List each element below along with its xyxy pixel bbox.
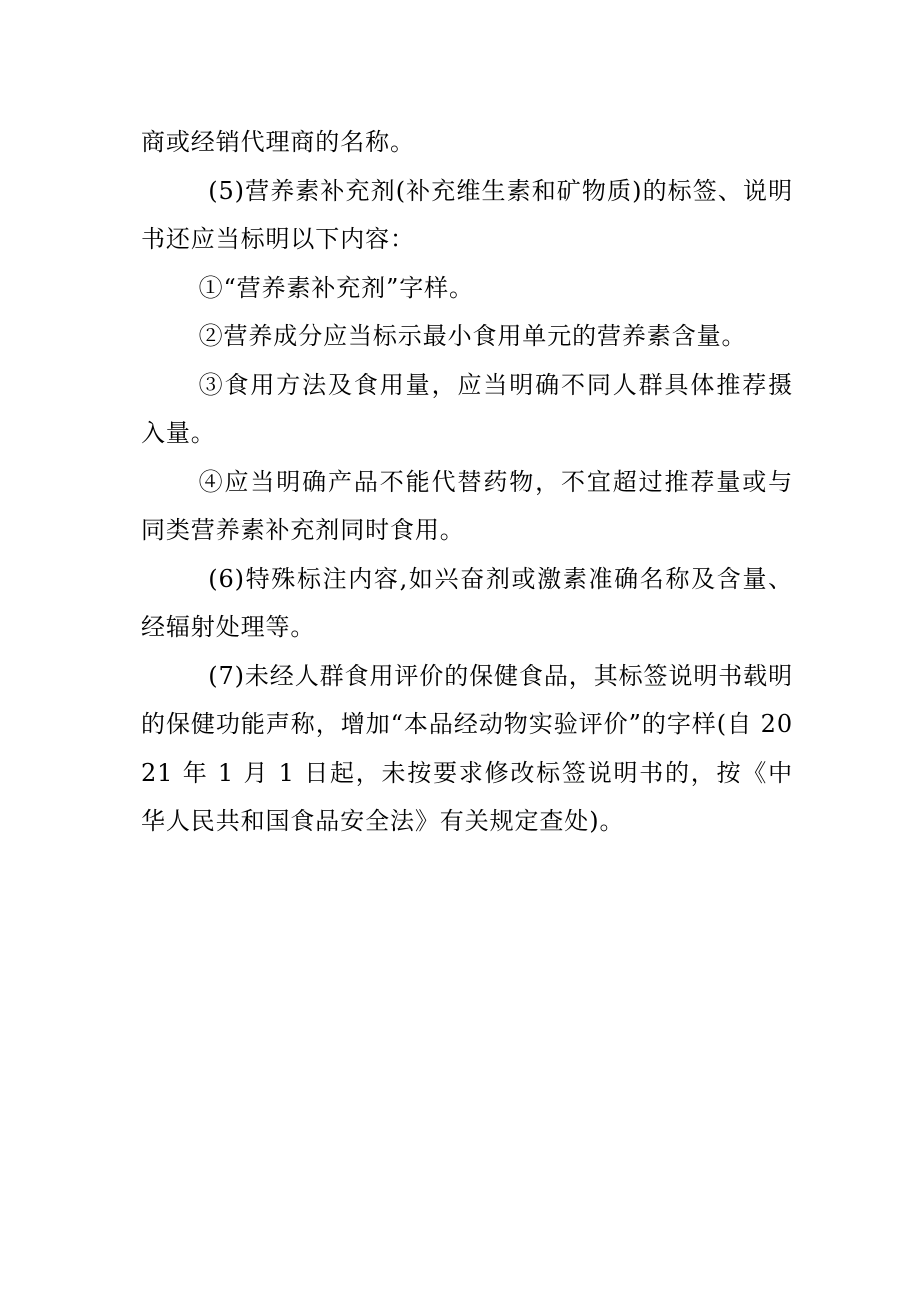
paragraph-subitem-1: ①“营养素补充剂”字样。: [198, 273, 474, 302]
paragraph-item-7: (7)未经人群食用评价的保健食品，其标签说明书载明的保健功能声称，增加“本品经动物实验评价”的字样(自 2021 年 1 月 1 日起，未按要求修改标签说明书的，按《中华人民共和国食品安全法》有关规定查处)。: [141, 661, 793, 835]
paragraph-item-5: (5)营养素补充剂(补充维生素和矿物质)的标签、说明书还应当标明以下内容：: [141, 176, 793, 253]
document-body: [141, 118, 793, 846]
paragraph-subitem-4: ④应当明确产品不能代替药物，不宜超过推荐量或与同类营养素补充剂同时食用。: [141, 467, 793, 544]
paragraph-item-6: (6)特殊标注内容,如兴奋剂或激素准确名称及含量、经辐射处理等。: [141, 564, 793, 641]
paragraph-subitem-2: ②营养成分应当标示最小食用单元的营养素含量。: [198, 322, 747, 350]
paragraph-subitem-3: ③食用方法及食用量，应当明确不同人群具体推荐摄入量。: [141, 370, 793, 447]
paragraph-continuation: 商或经销代理商的名称。: [141, 128, 415, 156]
